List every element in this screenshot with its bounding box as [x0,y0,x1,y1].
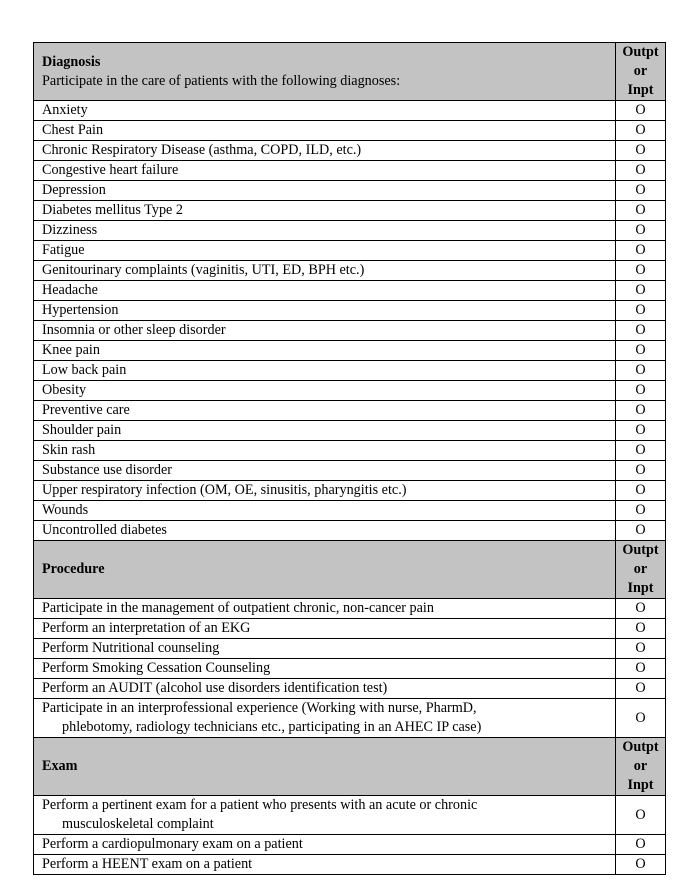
table-row [34,679,666,699]
table-row [34,221,666,241]
table-row [34,241,666,261]
table-row [34,101,666,121]
item-label: Uncontrolled diabetes [34,521,616,541]
setting-mark[interactable]: O [616,161,666,181]
setting-mark[interactable]: O [616,281,666,301]
item-label: Anxiety [34,101,616,121]
requirements-table [33,42,666,875]
item-label: Shoulder pain [34,421,616,441]
table-row [34,181,666,201]
item-label: Participate in the management of outpatient chronic, non-cancer pain [34,599,616,619]
item-label: Upper respiratory infection (OM, OE, sinusitis, pharyngitis etc.) [34,481,616,501]
table-row [34,281,666,301]
setting-mark[interactable]: O [616,381,666,401]
item-label: Insomnia or other sleep disorder [34,321,616,341]
table-row [34,521,666,541]
item-label: Low back pain [34,361,616,381]
item-label: Diabetes mellitus Type 2 [34,201,616,221]
setting-mark[interactable]: O [616,441,666,461]
setting-mark[interactable]: O [616,101,666,121]
item-label: Perform Smoking Cessation Counseling [34,659,616,679]
section-header-label [34,43,616,101]
table-row [34,441,666,461]
table-row [34,835,666,855]
setting-mark[interactable]: O [616,599,666,619]
section-title: Procedure [42,561,105,577]
setting-mark[interactable]: O [616,181,666,201]
table-row [34,341,666,361]
setting-mark[interactable]: O [616,796,666,835]
setting-mark[interactable]: O [616,361,666,381]
item-label: Substance use disorder [34,461,616,481]
column-header-line: Outpt [622,44,659,60]
column-header-line: or [633,561,648,577]
section-description: Participate in the care of patients with the following diagnoses: [42,72,401,89]
item-label: Perform a pertinent exam for a patient who presents with an acute or chronic [42,797,478,813]
requirements-table-body [34,43,666,875]
table-row [34,421,666,441]
table-row [34,321,666,341]
table-row [34,401,666,421]
item-label: Depression [34,181,616,201]
column-header-line: Inpt [627,580,654,596]
item-label: Perform a HEENT exam on a patient [34,855,616,875]
column-header-line: Inpt [627,777,654,793]
setting-mark[interactable]: O [616,321,666,341]
item-cell [34,699,616,738]
item-cell [34,796,616,835]
table-row [34,301,666,321]
section-title: Exam [42,758,78,774]
setting-mark[interactable]: O [616,241,666,261]
item-label-continuation: phlebotomy, radiology technicians etc., participating in an AHEC IP case) [62,719,482,735]
item-label: Hypertension [34,301,616,321]
section-header-label [34,541,616,599]
setting-mark[interactable]: O [616,341,666,361]
table-row [34,619,666,639]
setting-mark[interactable]: O [616,261,666,281]
table-row [34,161,666,181]
item-label: Perform an interpretation of an EKG [34,619,616,639]
setting-mark[interactable]: O [616,855,666,875]
setting-mark[interactable]: O [616,301,666,321]
setting-mark[interactable]: O [616,221,666,241]
column-header-setting [616,43,666,101]
setting-mark[interactable]: O [616,121,666,141]
item-label: Perform an AUDIT (alcohol use disorders identification test) [34,679,616,699]
section-title: Diagnosis [42,53,101,70]
section-header-label [34,738,616,796]
column-header-setting [616,541,666,599]
item-label: Perform Nutritional counseling [34,639,616,659]
setting-mark[interactable]: O [616,201,666,221]
setting-mark[interactable]: O [616,501,666,521]
table-row [34,855,666,875]
table-row [34,699,666,738]
setting-mark[interactable]: O [616,521,666,541]
section-header-diagnosis [34,43,666,101]
item-label: Congestive heart failure [34,161,616,181]
item-label: Dizziness [34,221,616,241]
item-label: Fatigue [34,241,616,261]
table-row [34,659,666,679]
table-row [34,481,666,501]
section-header-exam [34,738,666,796]
item-label: Chronic Respiratory Disease (asthma, COPD, ILD, etc.) [34,141,616,161]
table-row [34,796,666,835]
table-row [34,381,666,401]
table-row [34,121,666,141]
table-row [34,639,666,659]
setting-mark[interactable]: O [616,699,666,738]
table-row [34,461,666,481]
column-header-line: Outpt [622,739,659,755]
item-label: Perform a cardiopulmonary exam on a patient [34,835,616,855]
column-header-setting [616,738,666,796]
setting-mark[interactable]: O [616,421,666,441]
item-label: Chest Pain [34,121,616,141]
column-header-line: or [633,63,648,79]
table-row [34,201,666,221]
table-row [34,141,666,161]
table-row [34,501,666,521]
item-label: Skin rash [34,441,616,461]
setting-mark[interactable]: O [616,659,666,679]
item-label: Headache [34,281,616,301]
item-label: Participate in an interprofessional experience (Working with nurse, PharmD, [42,700,477,716]
setting-mark[interactable]: O [616,461,666,481]
setting-mark[interactable]: O [616,639,666,659]
section-header-procedure [34,541,666,599]
table-row [34,361,666,381]
item-label: Obesity [34,381,616,401]
item-label: Wounds [34,501,616,521]
item-label: Preventive care [34,401,616,421]
table-row [34,599,666,619]
column-header-line: Outpt [622,542,659,558]
setting-mark[interactable]: O [616,835,666,855]
item-label: Knee pain [34,341,616,361]
column-header-line: or [633,758,648,774]
setting-mark[interactable]: O [616,481,666,501]
setting-mark[interactable]: O [616,141,666,161]
table-row [34,261,666,281]
setting-mark[interactable]: O [616,401,666,421]
column-header-line: Inpt [627,82,654,98]
setting-mark[interactable]: O [616,619,666,639]
setting-mark[interactable]: O [616,679,666,699]
item-label-continuation: musculoskeletal complaint [62,816,214,832]
item-label: Genitourinary complaints (vaginitis, UTI, ED, BPH etc.) [34,261,616,281]
